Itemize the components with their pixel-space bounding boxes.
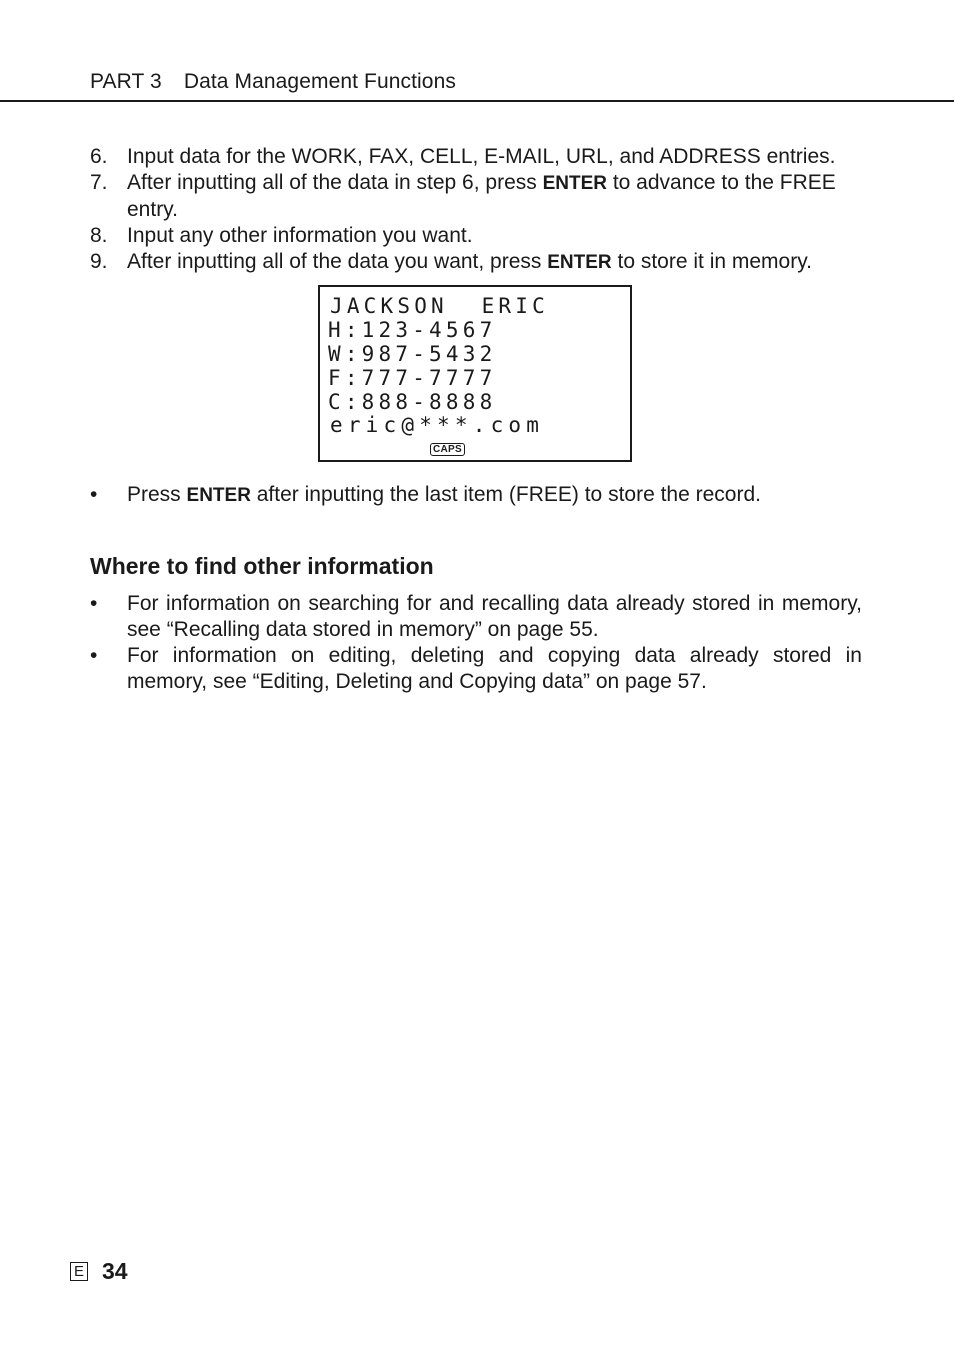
caps-indicator: CAPS [430,443,465,456]
bullet-icon: • [90,644,98,667]
page-header [90,70,456,94]
note-list [90,482,862,509]
step-text: After inputting all of the data you want, press [127,250,548,273]
page-number: 34 [102,1258,128,1284]
step-number: 9. [90,250,108,273]
lcd-display [318,285,632,462]
bullet-icon: • [90,483,98,506]
step-text: After inputting all of the data in step 6, press [127,171,543,194]
info-item [90,643,862,695]
step-item [90,144,862,170]
header-rule [0,100,954,102]
step-item [90,249,862,276]
step-item [90,170,862,223]
language-badge: E [70,1262,88,1281]
enter-key-label: ENTER [186,485,251,506]
step-number: 8. [90,224,108,247]
display-line-cell: C:888-8888 [328,390,497,414]
step-list [90,144,862,276]
step-text: Input any other information you want. [127,224,473,247]
enter-key-label: ENTER [547,252,612,273]
note-text: Press [127,483,187,506]
step-text: Input data for the WORK, FAX, CELL, E-MAIL, URL, and ADDRESS entries. [127,145,836,168]
display-line-fax: F:777-7777 [328,366,497,390]
info-list [90,591,862,695]
info-item [90,591,862,643]
display-line-email: eric@***.com [330,413,545,437]
bullet-icon: • [90,592,98,615]
section-title: Where to find other information [90,553,434,579]
step-text-continued: to advance to the FREE entry. [127,171,836,221]
note-item [90,482,862,509]
info-text: For information on searching for and recalling data already stored in memory, see “Recalling data stored in memory” on page 55. [127,592,862,641]
part-label: PART 3 [90,70,162,93]
enter-key-label: ENTER [542,173,607,194]
step-text-continued: to store it in memory. [611,250,812,273]
note-text-continued: after inputting the last item (FREE) to store the record. [250,483,761,506]
page-footer [70,1258,128,1285]
display-line-name: JACKSON ERIC [330,294,549,318]
step-number: 6. [90,145,108,168]
step-item [90,223,862,249]
step-number: 7. [90,171,108,194]
display-line-home: H:123-4567 [328,318,497,342]
info-text: For information on editing, deleting and copying data already stored in memory, see “Editing, Deleting and Copying data” on page 57. [127,644,862,693]
chapter-title: Data Management Functions [183,70,456,93]
display-line-work: W:987-5432 [328,342,497,366]
